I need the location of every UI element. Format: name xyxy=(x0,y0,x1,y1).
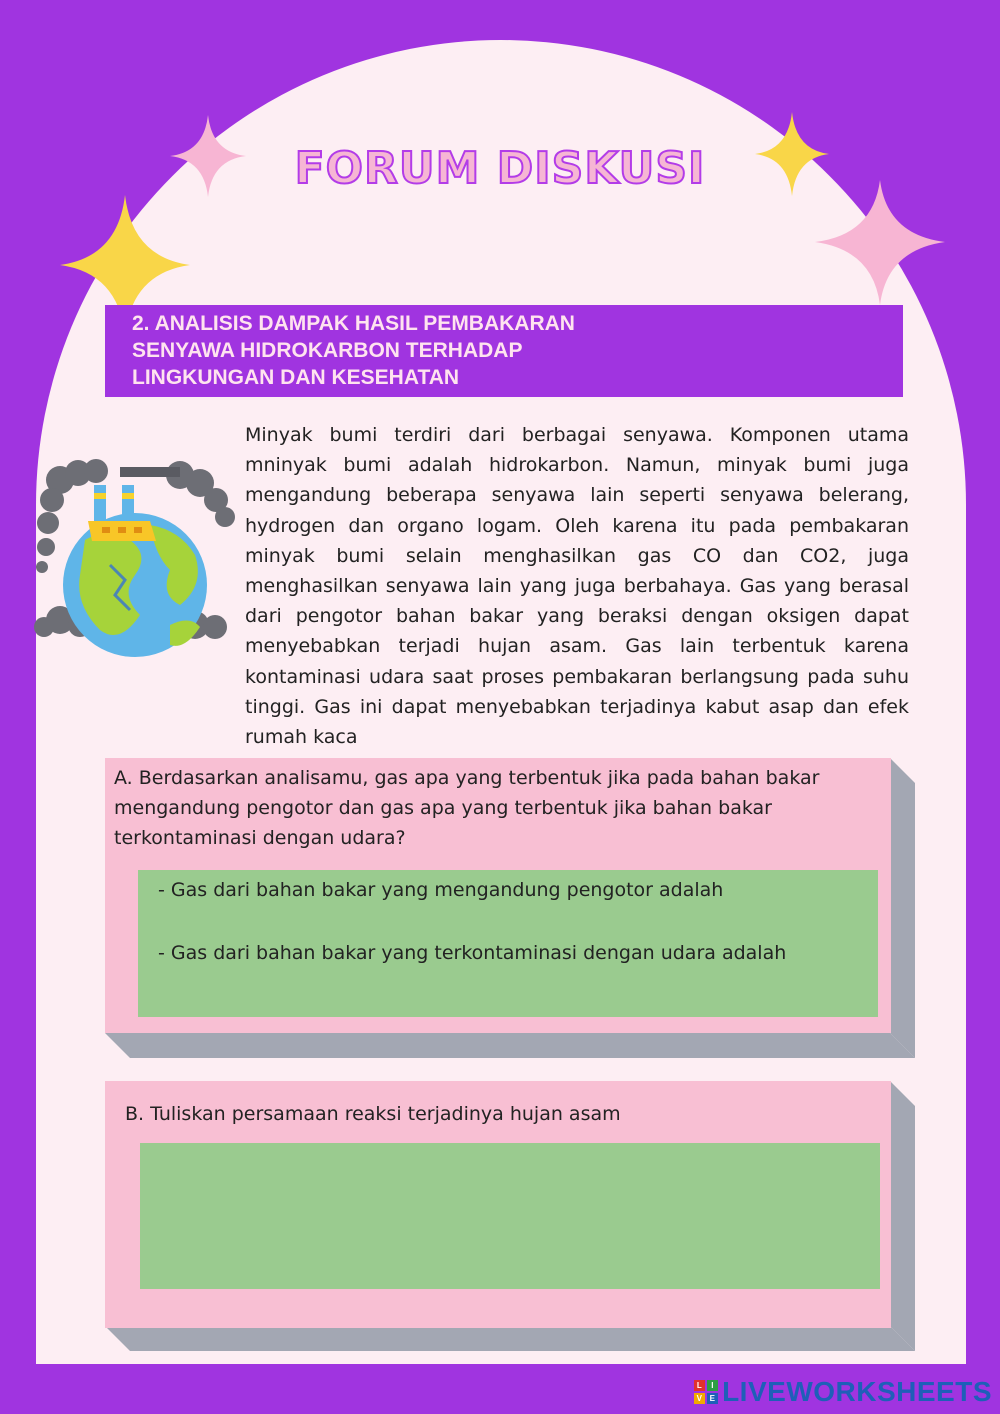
answer-b-box[interactable] xyxy=(140,1143,880,1289)
section-heading xyxy=(132,310,692,391)
watermark-text: LIVEWORKSHEETS xyxy=(722,1376,992,1407)
question-b-text: B. Tuliskan persamaan reaksi terjadinya hujan asam xyxy=(125,1103,621,1125)
pink-sparkle-large-icon xyxy=(815,180,945,305)
polluted-earth-icon xyxy=(30,455,240,665)
heading-line: LINGKUNGAN DAN KESEHATAN xyxy=(132,366,460,389)
answer-a-prompt-2: - Gas dari bahan bakar yang terkontaminasi dengan udara adalah xyxy=(158,942,787,964)
intro-paragraph: Minyak bumi terdiri dari berbagai senyawa. Komponen utama mninyak bumi adalah hidrokarbon. Namun, minyak bumi juga mengandung beberapa senyawa lain seperti senyawa belerang, hydrogen dan organo logam. Oleh karena itu pada pembakaran minyak bumi selain menghasilkan gas CO dan CO2, juga menghasilkan senyawa lain yang juga berbahaya. Gas yang berasal dari pengotor bahan bakar yang beraksi dengan oksigen dapat menyebabkan terjadi hujan asam. Gas lain terbentuk karena kontaminasi udara saat proses pembakaran berlangsung pada suhu tinggi. Gas ini dapat menyebabkan terjadinya kabut asap dan efek rumah kaca xyxy=(245,424,909,749)
liveworksheets-logo-icon: L I V E xyxy=(694,1380,718,1404)
answer-a-prompt-1: - Gas dari bahan bakar yang mengandung pengotor adalah xyxy=(158,879,724,901)
heading-line: SENYAWA HIDROKARBON TERHADAP xyxy=(132,339,523,362)
heading-line: 2. ANALISIS DAMPAK HASIL PEMBAKARAN xyxy=(132,312,575,335)
question-a-text: A. Berdasarkan analisamu, gas apa yang terbentuk jika pada bahan bakar mengandung pengotor dan gas apa yang terbentuk jika bahan bakar terkontaminasi dengan udara? xyxy=(114,767,820,849)
liveworksheets-watermark[interactable] xyxy=(694,1376,992,1408)
page-title: FORUM DISKUSI xyxy=(294,143,706,194)
